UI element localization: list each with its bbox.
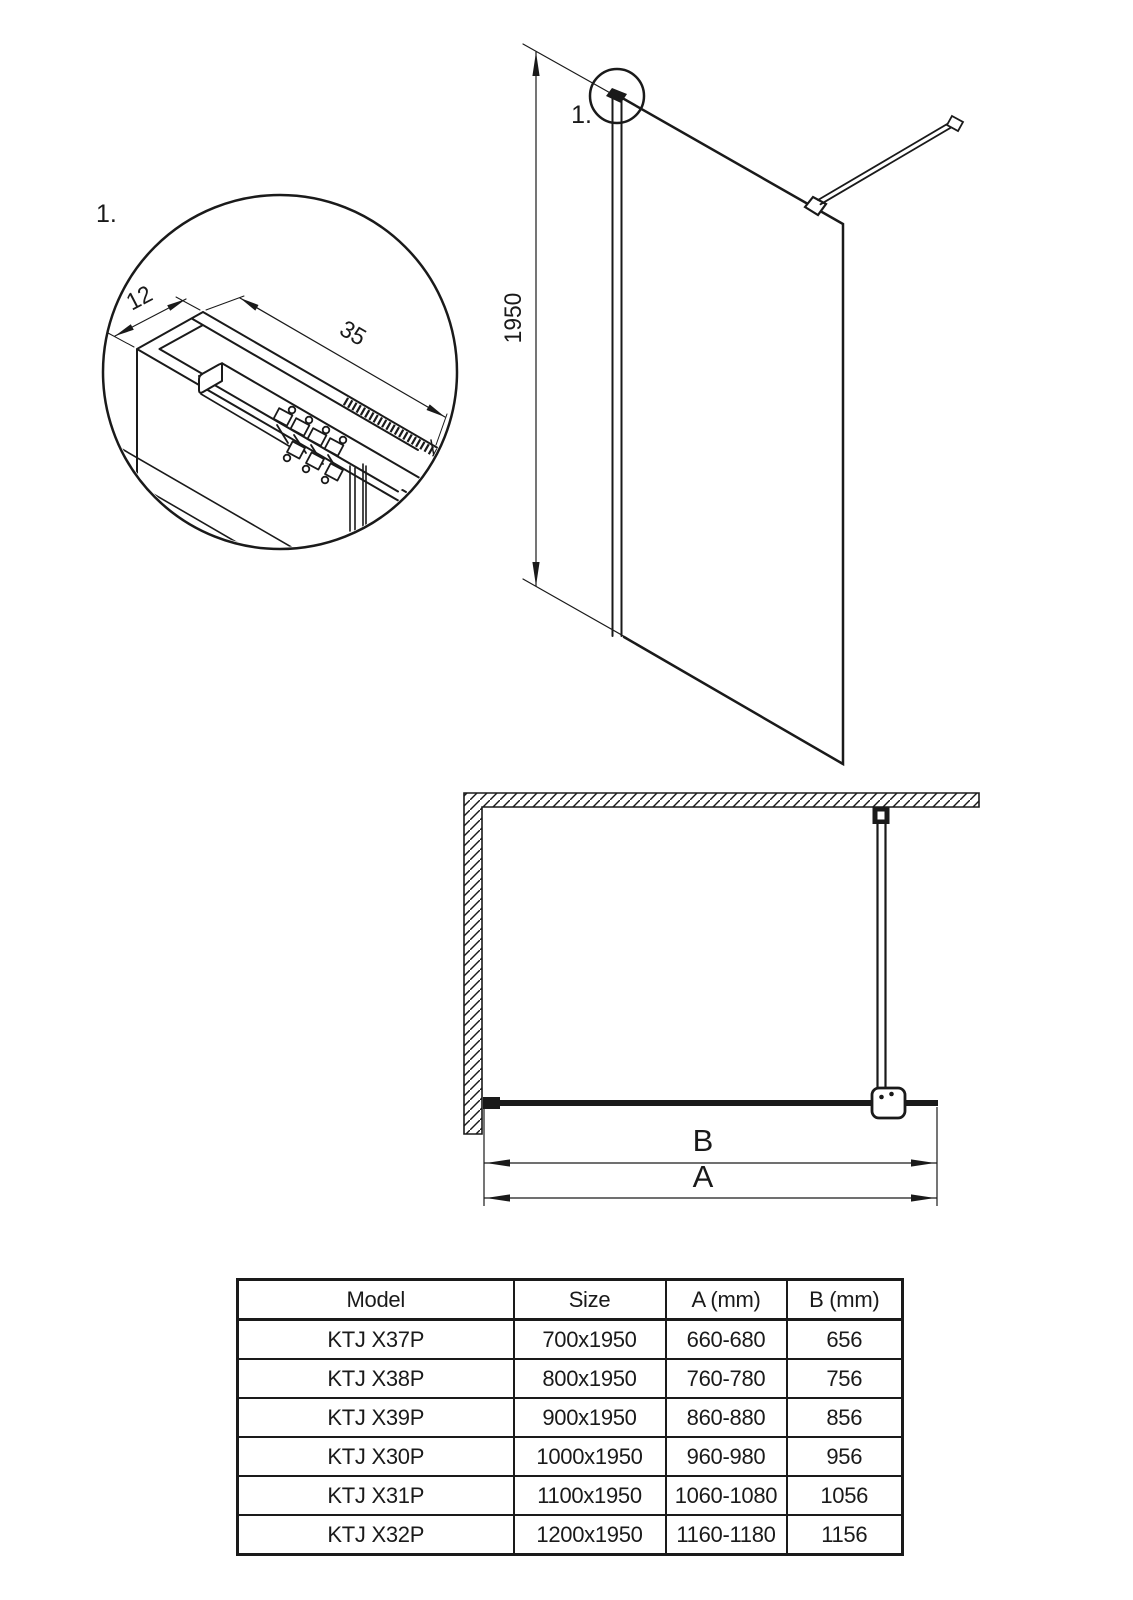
detail-magnified-view <box>96 195 457 582</box>
table-cell: KTJ X30P <box>238 1437 514 1476</box>
height-dim-arrow-top <box>532 52 539 76</box>
detail-circle-border <box>103 195 457 549</box>
table-cell: 660-680 <box>666 1320 787 1360</box>
table-cell: 956 <box>787 1437 903 1476</box>
table-cell: 1000x1950 <box>514 1437 666 1476</box>
table-cell: KTJ X38P <box>238 1359 514 1398</box>
table-row <box>238 1320 903 1360</box>
table-cell: 700x1950 <box>514 1320 666 1360</box>
plan-view <box>464 793 979 1206</box>
spec-table-body <box>238 1320 903 1555</box>
elevation-view <box>499 44 963 764</box>
table-cell: 1156 <box>787 1515 903 1555</box>
table-cell: 1060-1080 <box>666 1476 787 1515</box>
clamp-screw-dot <box>889 1092 894 1097</box>
detail-callout-label: 1. <box>96 200 117 228</box>
table-row <box>238 1359 903 1398</box>
clamp-screw-dot <box>879 1095 884 1100</box>
table-cell: KTJ X39P <box>238 1398 514 1437</box>
plan-wall <box>464 793 979 1134</box>
height-dim-arrow-bottom <box>532 562 539 586</box>
plan-arm-wall-mount-notch <box>878 812 885 820</box>
table-cell: 756 <box>787 1359 903 1398</box>
table-cell: 656 <box>787 1320 903 1360</box>
table-row <box>238 1398 903 1437</box>
plan-wall-profile-cap <box>483 1097 500 1109</box>
table-cell: 860-880 <box>666 1398 787 1437</box>
support-arm <box>818 120 957 204</box>
detail-dim-width-label: 12 <box>121 280 157 316</box>
profile-lower-edges <box>103 438 338 582</box>
table-cell: 1100x1950 <box>514 1476 666 1515</box>
wall-profile <box>613 96 622 636</box>
table-cell: KTJ X32P <box>238 1515 514 1555</box>
table-cell: 800x1950 <box>514 1359 666 1398</box>
plan-dim-A <box>484 1159 937 1202</box>
table-row <box>238 1515 903 1555</box>
table-row <box>238 1437 903 1476</box>
table-row <box>238 1476 903 1515</box>
detail-dim-length <box>206 296 447 445</box>
table-cell: KTJ X31P <box>238 1476 514 1515</box>
plan-support-bar <box>878 824 886 1088</box>
table-cell: 1200x1950 <box>514 1515 666 1555</box>
plan-glass-panel <box>483 1100 938 1106</box>
plan-glass-clamp <box>872 1088 905 1118</box>
col-header-b-mm: B (mm) <box>787 1280 903 1320</box>
detail-dim-length-label: 35 <box>335 315 371 351</box>
plan-dim-B-label: B <box>692 1123 714 1158</box>
table-cell: 856 <box>787 1398 903 1437</box>
gasket-seal <box>274 407 347 484</box>
glass-panel-outline <box>617 95 843 764</box>
height-extension-lines <box>523 44 627 638</box>
table-cell: 1056 <box>787 1476 903 1515</box>
table-cell: 900x1950 <box>514 1398 666 1437</box>
table-cell: 960-980 <box>666 1437 787 1476</box>
elevation-callout-label: 1. <box>571 101 592 129</box>
col-header-a-mm: A (mm) <box>666 1280 787 1320</box>
col-header-model: Model <box>238 1280 514 1320</box>
plan-dim-A-label: A <box>692 1159 714 1194</box>
spec-table <box>236 1278 904 1556</box>
table-header-row <box>238 1280 903 1320</box>
table-cell: 760-780 <box>666 1359 787 1398</box>
table-cell: KTJ X37P <box>238 1320 514 1360</box>
height-dim-label: 1950 <box>499 292 527 344</box>
col-header-size: Size <box>514 1280 666 1320</box>
table-cell: 1160-1180 <box>666 1515 787 1555</box>
